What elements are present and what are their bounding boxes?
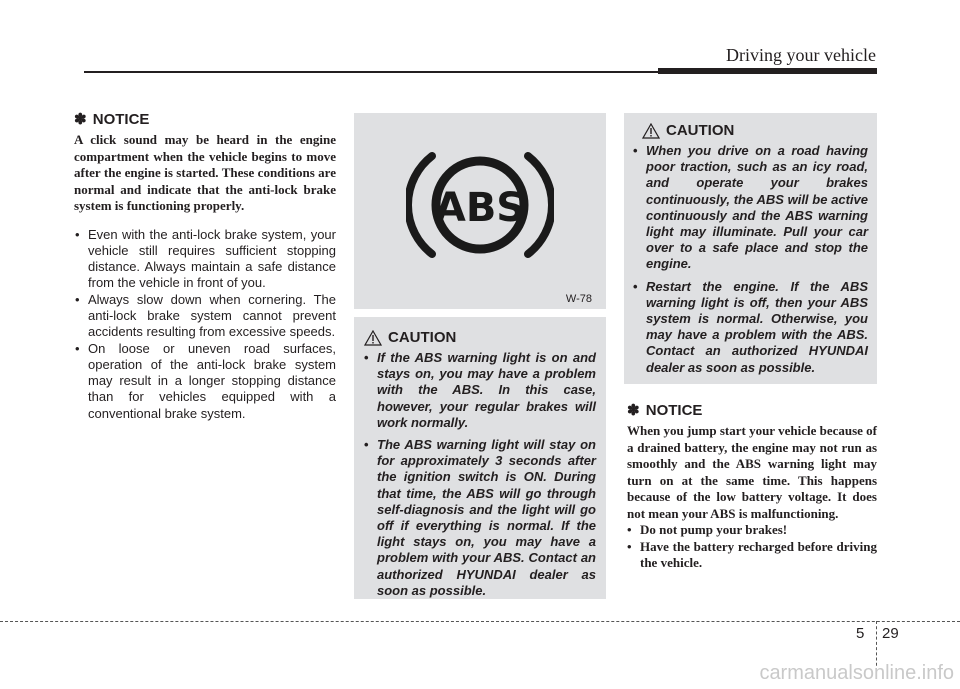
- header-rule: [84, 71, 660, 73]
- footer-rule: [0, 621, 960, 622]
- list-item: • Restart the engine. If the ABS warning light is off, then your ABS system is normal. Otherwise, you may have a problem with the ABS. Contact an authorized HYUNDAI dealer as soon as possible.: [633, 279, 868, 376]
- caution-title-text: CAUTION: [666, 122, 735, 139]
- abs-warning-light-icon: [406, 146, 554, 264]
- notice-mark-icon: ✽: [74, 111, 87, 128]
- notice-heading: [627, 401, 877, 419]
- figure-label: W-78: [565, 293, 592, 305]
- page-header-title: Driving your vehicle: [726, 45, 876, 65]
- warning-triangle-icon: [364, 330, 382, 346]
- list-item: • On loose or uneven road surfaces, operation of the anti-lock brake system may result in a longer stopping distance than for vehicles equipped with a conventional brake system.: [74, 341, 336, 422]
- notice-intro: When you jump start your vehicle because of a drained battery, the engine may not run as smoothly and the ABS warning light may turn on at the same time. This happens because of the low battery voltage. It does not mean your ABS is malfunctioning.: [627, 423, 878, 521]
- caution-title: [633, 122, 868, 139]
- notice-intro: A click sound may be heard in the engine compartment when the vehicle begins to move after the engine is started. These conditions are normal and indicate that the anti-lock brake system is functioning properly.: [74, 132, 336, 213]
- abs-icon-text: ABS: [434, 185, 526, 231]
- list-item: • The ABS warning light will stay on for approximately 3 seconds after the ignition switch is ON. During that time, the ABS will go through self-diagnosis and the light will go off if everything is normal. If the light stays on, you may have a problem with your ABS. Contact an authorized HYUNDAI dealer as soon as possible.: [364, 437, 596, 599]
- list-item: • When you drive on a road having poor traction, such as an icy road, and operate your brakes continuously, the ABS will be active continuously and the ABS warning light may illuminate. Pull your car over to a safe place and stop the engine.: [633, 143, 868, 273]
- notice-heading: [74, 110, 336, 128]
- list-item: • Always slow down when cornering. The anti-lock brake system cannot prevent accidents resulting from excessive speeds.: [74, 292, 336, 341]
- caution-title-text: CAUTION: [388, 329, 457, 346]
- notice-mark-icon: ✽: [627, 402, 640, 419]
- caution-title: [364, 329, 596, 346]
- header-rule-thick: [658, 68, 877, 74]
- page-number: 29: [882, 625, 899, 642]
- notice-heading-text: NOTICE: [92, 111, 150, 128]
- list-item: • Have the battery recharged before driving the vehicle.: [627, 539, 877, 572]
- list-item: • Even with the anti-lock brake system, your vehicle still requires sufficient stopping distance. Always maintain a safe distance from the vehicle in front of you.: [74, 227, 336, 292]
- notice-bullet-list: [627, 522, 877, 572]
- watermark: carmanualsonline.info: [759, 662, 954, 684]
- notice-bullet-list: [74, 227, 336, 423]
- caution-list: [364, 350, 596, 599]
- notice-section: [74, 110, 336, 422]
- list-item: • Do not pump your brakes!: [627, 522, 877, 539]
- warning-triangle-icon: [642, 123, 660, 139]
- caution-box-traction: [624, 113, 877, 384]
- notice-heading-text: NOTICE: [645, 402, 703, 419]
- notice-jump-start-section: [627, 401, 877, 572]
- caution-box-abs-light: [354, 317, 606, 599]
- caution-list: [633, 143, 868, 376]
- section-number: 5: [856, 625, 865, 642]
- abs-warning-light-figure: [354, 113, 606, 309]
- list-item: • If the ABS warning light is on and stays on, you may have a problem with the ABS. In this case, however, your regular brakes will work normally.: [364, 350, 596, 431]
